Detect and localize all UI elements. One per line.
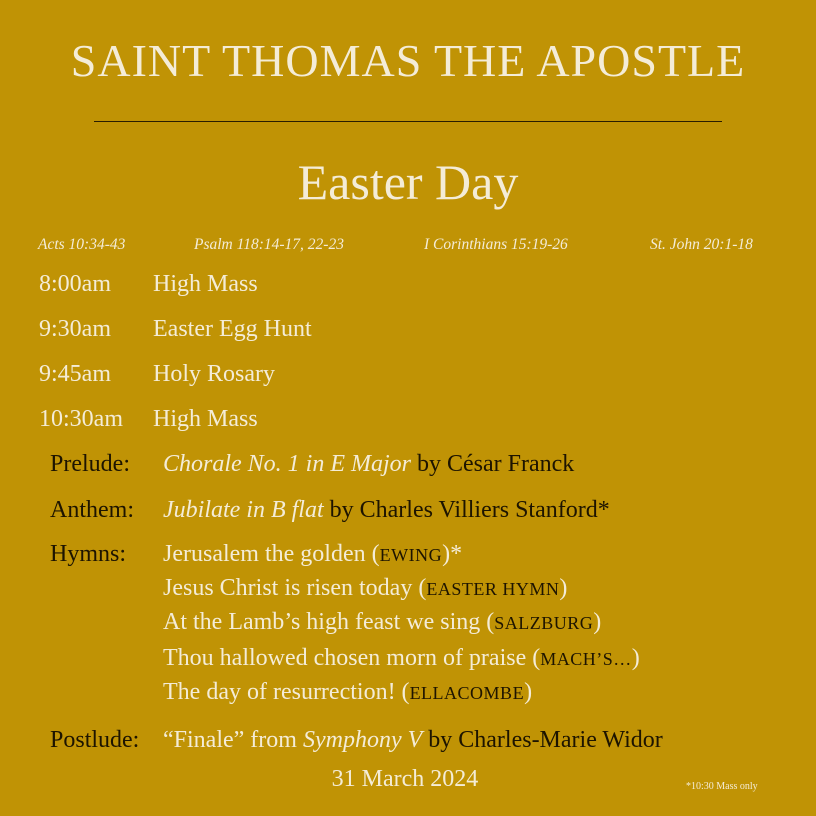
prelude-line — [163, 451, 574, 478]
postlude-line — [163, 727, 663, 754]
hymn-tune: ELLACOMBE — [409, 683, 525, 703]
schedule-event: High Mass — [153, 271, 258, 297]
reading-gospel: St. John 20:1-18 — [650, 236, 753, 253]
schedule-time: 10:30am — [39, 406, 123, 432]
hymn-tune: MACH’S… — [540, 649, 632, 669]
anthem-composer: by Charles Villiers Stanford* — [323, 497, 610, 523]
hymn-title: Thou hallowed chosen morn of praise ( — [163, 645, 541, 671]
church-name: SAINT THOMAS THE APOSTLE — [70, 35, 746, 86]
anthem-work: Jubilate in B flat — [163, 497, 324, 523]
hymn-close: )* — [442, 541, 463, 567]
hymn-close: ) — [593, 609, 602, 635]
hymn-title: At the Lamb’s high feast we sing ( — [163, 609, 495, 635]
schedule-time: 9:45am — [39, 361, 111, 387]
hymn-item — [163, 575, 567, 602]
hymn-close: ) — [559, 575, 568, 601]
schedule-time: 8:00am — [39, 271, 111, 297]
prelude-composer: by César Franck — [411, 451, 575, 477]
reading-psalm: Psalm 118:14-17, 22-23 — [194, 236, 344, 253]
hymn-item — [163, 645, 640, 672]
hymn-tune: SALZBURG — [494, 613, 594, 633]
footnote: *10:30 Mass only — [686, 781, 758, 792]
hymns-label: Hymns: — [50, 541, 127, 567]
hymn-title: Jesus Christ is risen today ( — [163, 575, 427, 601]
postlude-work: Symphony V — [302, 727, 423, 753]
schedule-time: 9:30am — [39, 316, 111, 342]
anthem-line — [163, 497, 610, 524]
hymn-tune: EWING — [379, 545, 443, 565]
hymn-item — [163, 679, 532, 706]
hymn-close: ) — [631, 645, 640, 671]
schedule-event: Easter Egg Hunt — [153, 316, 312, 342]
anthem-label: Anthem: — [50, 497, 134, 523]
schedule-event: Holy Rosary — [153, 361, 275, 387]
postlude-label: Postlude: — [50, 727, 140, 753]
prelude-work: Chorale No. 1 in E Major — [163, 451, 412, 477]
hymn-item — [163, 541, 462, 568]
feast-title: Easter Day — [297, 154, 519, 210]
hymn-title: Jerusalem the golden ( — [163, 541, 380, 567]
title-divider — [94, 121, 722, 122]
hymn-close: ) — [524, 679, 533, 705]
reading-epistle: I Corinthians 15:19-26 — [424, 236, 568, 253]
prelude-label: Prelude: — [50, 451, 130, 477]
postlude-composer: by Charles-Marie Widor — [422, 727, 663, 753]
hymn-title: The day of resurrection! ( — [163, 679, 410, 705]
reading-first: Acts 10:34-43 — [38, 236, 126, 253]
hymn-item — [163, 609, 601, 636]
hymn-tune: EASTER HYMN — [426, 579, 560, 599]
postlude-movement: “Finale” from — [163, 727, 303, 753]
schedule-event: High Mass — [153, 406, 258, 432]
service-date: 31 March 2024 — [331, 766, 479, 792]
